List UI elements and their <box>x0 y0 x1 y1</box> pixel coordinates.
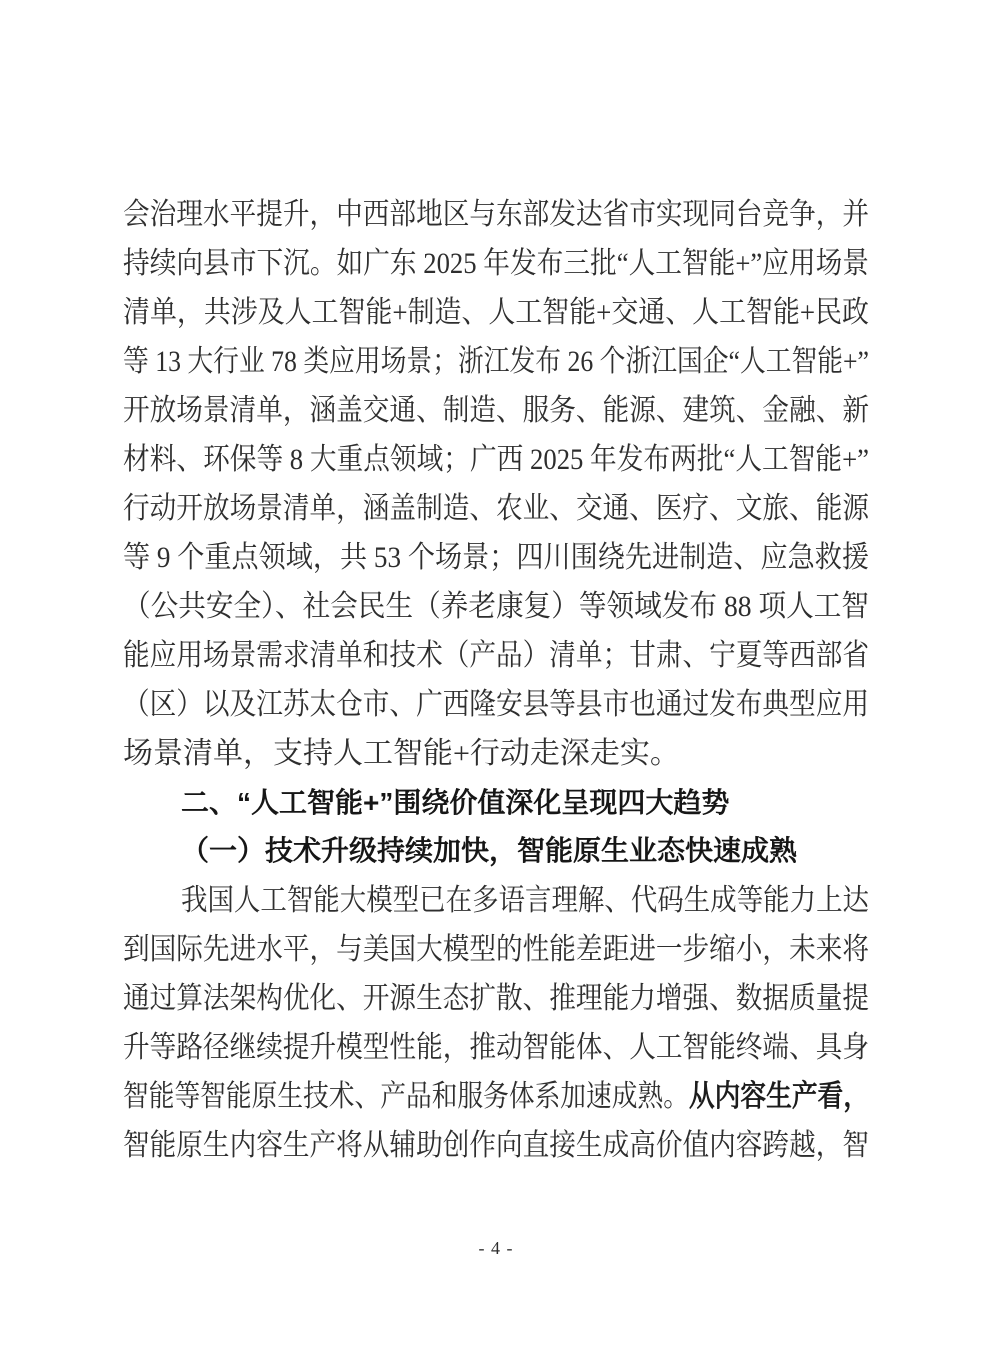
page-number: - 4 - <box>478 1238 514 1258</box>
paragraph1-line: 等 13 大行业 78 类应用场景；浙江发布 26 个浙江国企“人工智能+” <box>123 345 869 378</box>
paragraph2-line5-normal: 智能等智能原生技术、产品和服务体系加速成熟。 <box>123 1080 689 1113</box>
paragraph1-line: （区）以及江苏太仓市、广西隆安县等县市也通过发布典型应用 <box>123 688 869 721</box>
paragraph1-line: 材料、环保等 8 大重点领域；广西 2025 年发布两批“人工智能+” <box>123 443 869 476</box>
paragraph1-line: 会治理水平提升，中西部地区与东部发达省市实现同台竞争，并 <box>123 198 869 231</box>
section-heading: 二、“人工智能+”围绕价值深化呈现四大趋势 <box>181 787 730 818</box>
paragraph1-line: 持续向县市下沉。如广东 2025 年发布三批“人工智能+”应用场景 <box>123 247 869 280</box>
paragraph1-line: 开放场景清单，涵盖交通、制造、服务、能源、建筑、金融、新 <box>123 394 869 427</box>
paragraph2-line: 升等路径继续提升模型性能，推动智能体、人工智能终端、具身 <box>123 1031 869 1064</box>
paragraph2-line5-bold-phrase: 从内容生产看， <box>688 1080 869 1113</box>
paragraph1-line: 等 9 个重点领域，共 53 个场景；四川围绕先进制造、应急救援 <box>123 541 869 574</box>
text-block <box>123 190 869 1170</box>
paragraph1-line: （公共安全）、社会民生（养老康复）等领域发布 88 项人工智 <box>123 590 869 623</box>
paragraph1-line: 清单，共涉及人工智能+制造、人工智能+交通、人工智能+民政 <box>123 296 869 329</box>
paragraph1-line: 行动开放场景清单，涵盖制造、农业、交通、医疗、文旅、能源 <box>123 492 869 525</box>
paragraph2-line <box>123 1072 869 1121</box>
paragraph1-line: 能应用场景需求清单和技术（产品）清单；甘肃、宁夏等西部省 <box>123 639 869 672</box>
paragraph2-line: 我国人工智能大模型已在多语言理解、代码生成等能力上达 <box>181 884 869 917</box>
subsection-heading: （一）技术升级持续加快，智能原生业态快速成熟 <box>181 836 798 867</box>
paragraph2-line: 到国际先进水平，与美国大模型的性能差距进一步缩小，未来将 <box>123 933 869 966</box>
paragraph1-last-line: 场景清单，支持人工智能+行动走深走实。 <box>123 737 680 770</box>
paragraph2-line: 智能原生内容生产将从辅助创作向直接生成高价值内容跨越，智 <box>123 1129 869 1162</box>
paragraph2-line: 通过算法架构优化、开源生态扩散、推理能力增强、数据质量提 <box>123 982 869 1015</box>
